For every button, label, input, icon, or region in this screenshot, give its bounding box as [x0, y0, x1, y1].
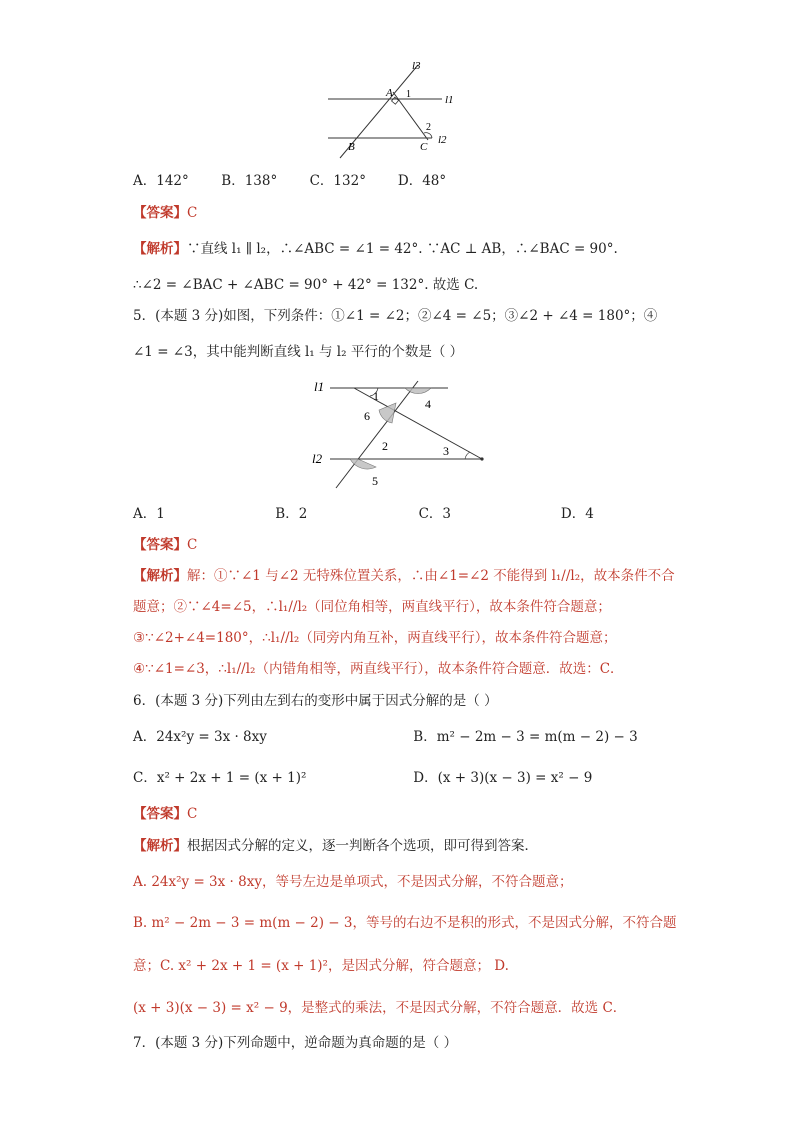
q4-analysis-1 [133, 240, 618, 258]
q6-analysis-1: A. 24x²y = 3x · 8xy，等号左边是单项式，不是因式分解，不符合题意； [133, 874, 573, 890]
q6-option-c[interactable]: C．x² + 2x + 1 = (x + 1)² [133, 770, 307, 786]
q4-option-b[interactable]: B．138° [221, 173, 278, 189]
q7-stem: 7．(本题 3 分)下列命题中，逆命题为真命题的是（ ） [133, 1035, 458, 1051]
fig2-label-l1: l1 [314, 379, 325, 394]
figure-parallel-lines-2 [310, 375, 500, 495]
answer-value: C [187, 537, 198, 553]
q6-analysis-4: (x + 3)(x − 3) = x² − 9，是整式的乘法，不是因式分解，不符合题意．故选 C． [133, 1000, 627, 1016]
fig2-angle-6: 6 [364, 409, 370, 423]
q5-analysis-3: ③∵∠2+∠4=180°，∴l₁//l₂（同旁内角互补，两直线平行），故本条件符合题意； [133, 630, 617, 646]
q5-stem-1: 5．(本题 3 分)如图，下列条件：①∠1 = ∠2；②∠4 = ∠5；③∠2 + ∠4 = 180°；④ [133, 308, 658, 324]
q4-options [133, 172, 446, 190]
answer-label: 【答案】 [133, 537, 187, 553]
q4-answer [133, 204, 197, 222]
fig2-angle-5: 5 [372, 474, 378, 488]
fig2-angle-3: 3 [443, 444, 449, 458]
fig2-angle-4: 4 [425, 397, 431, 411]
answer-label: 【答案】 [133, 806, 187, 822]
q5-answer [133, 536, 197, 554]
fig1-label-B: B [348, 141, 355, 153]
q6-analysis-3: 意；C. x² + 2x + 1 = (x + 1)²，是因式分解，符合题意； D. [133, 958, 509, 974]
answer-value: C [187, 205, 198, 221]
fig1-label-l3: l3 [412, 60, 421, 72]
q6-option-d[interactable]: D．(x + 3)(x − 3) = x² − 9 [413, 770, 593, 786]
analysis-label: 【解析】 [133, 838, 187, 854]
q4-option-c[interactable]: C．132° [309, 173, 366, 189]
q4-option-a[interactable]: A．142° [133, 173, 189, 189]
fig1-label-l1: l1 [445, 94, 454, 106]
q4-analysis-text-1: ∵直线 l₁ ∥ l₂，∴∠ABC = ∠1 = 42°. ∵AC ⊥ AB，∴∠BAC = 90°. [187, 241, 618, 257]
q5-options [133, 505, 594, 523]
q6-option-b[interactable]: B．m² − 2m − 3 = m(m − 2) − 3 [413, 729, 638, 745]
q6-analysis-2: B. m² − 2m − 3 = m(m − 2) − 3，等号的右边不是积的形式，不是因式分解，不符合题 [133, 915, 677, 931]
q6-options-row-1 [133, 728, 638, 746]
fig1-label-A: A [386, 87, 393, 99]
figure-parallel-lines-1 [320, 55, 470, 165]
q5-option-d[interactable]: D．4 [560, 506, 594, 522]
fig1-angle-2: 2 [426, 122, 431, 133]
q6-options-row-2 [133, 769, 592, 787]
q5-analysis-4: ④∵∠1=∠3，∴l₁//l₂（内错角相等，两直线平行），故本条件符合题意．故选：C． [133, 661, 624, 677]
fig1-label-C: C [420, 141, 428, 153]
q5-analysis-text-1: 解：①∵∠1 与∠2 无特殊位置关系，∴由∠1=∠2 不能得到 l₁//l₂，故本条件不合 [187, 568, 675, 584]
fig1-label-l2: l2 [438, 134, 447, 146]
q5-option-a[interactable]: A．1 [133, 506, 165, 522]
answer-label: 【答案】 [133, 205, 187, 221]
q5-option-b[interactable]: B．2 [275, 506, 308, 522]
q6-stem: 6．(本题 3 分)下列由左到右的变形中属于因式分解的是（ ） [133, 693, 498, 709]
q6-analysis-text-0: 根据因式分解的定义，逐一判断各个选项，即可得到答案． [187, 838, 538, 854]
fig2-angle-2: 2 [382, 439, 388, 453]
q5-option-c[interactable]: C．3 [418, 506, 452, 522]
q4-analysis-2: ∴∠2 = ∠BAC + ∠ABC = 90° + 42° = 132°. 故选 C. [133, 277, 479, 293]
fig2-angle-1: 1 [373, 389, 379, 403]
q6-answer [133, 805, 197, 823]
analysis-label: 【解析】 [133, 241, 187, 257]
q5-stem-2: ∠1 = ∠3，其中能判断直线 l₁ 与 l₂ 平行的个数是（ ） [133, 344, 464, 360]
q4-option-d[interactable]: D．48° [397, 173, 447, 189]
q6-analysis-0 [133, 837, 538, 855]
q5-analysis-1 [133, 567, 675, 585]
fig1-angle-1: 1 [406, 89, 411, 100]
answer-value: C [187, 806, 198, 822]
analysis-label: 【解析】 [133, 568, 187, 584]
fig2-label-l2: l2 [312, 451, 323, 466]
q6-option-a[interactable]: A．24x²y = 3x · 8xy [133, 729, 267, 745]
q5-analysis-2: 题意；②∵∠4=∠5，∴l₁//l₂（同位角相等，两直线平行），故本条件符合题意； [133, 599, 611, 615]
